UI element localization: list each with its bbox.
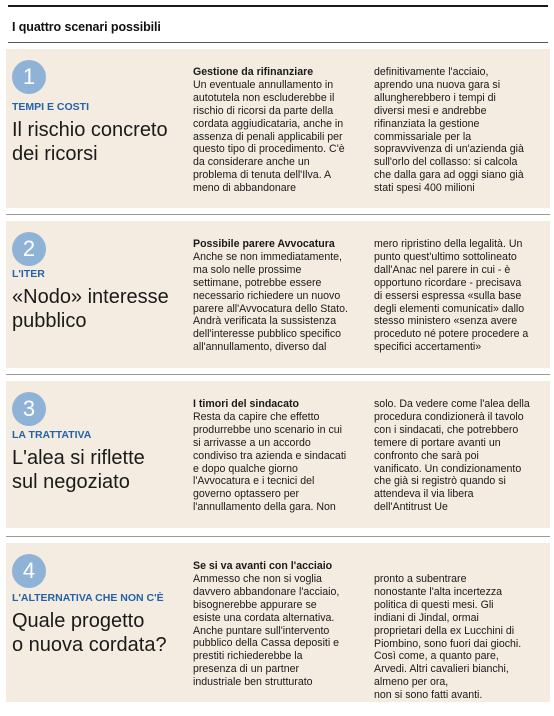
scenario-lead: Se si va avanti con l'acciaio xyxy=(193,560,333,572)
scenario-text-right xyxy=(374,573,550,702)
text-line: proceduto né potere procedere a xyxy=(374,328,529,341)
scenario-lead: I timori del sindacato xyxy=(193,398,299,410)
text-line: l'Avvocatura e i tecnici del xyxy=(193,475,315,488)
text-line: davvero abbandonare l'acciaio, xyxy=(193,585,340,598)
text-line: opportuno ricordare - precisava xyxy=(374,276,522,289)
scenario-title-line: L'alea si riflette xyxy=(12,447,145,469)
scenario-number-badge: 1 xyxy=(12,60,46,94)
text-line: l'annullamento della gara. Non xyxy=(193,501,336,514)
text-line: Un eventuale annullamento in xyxy=(193,78,334,91)
scenario-title-line: pubblico xyxy=(12,310,87,332)
scenario-title-line: o nuova cordata? xyxy=(12,634,167,656)
scenario-text-right xyxy=(374,66,550,195)
text-line: meno di abbandonare xyxy=(193,182,297,195)
text-line: governo optassero per xyxy=(193,488,300,501)
text-line: Arvedi. Altri cavalieri bianchi, xyxy=(374,663,509,676)
scenario-title xyxy=(12,446,182,494)
scenario-title-line: «Nodo» interesse xyxy=(12,286,169,308)
text-line: attendeva il via libera xyxy=(374,488,474,501)
text-line: autotutela non escluderebbe il xyxy=(193,91,335,104)
text-line: rifinanziata la gestione xyxy=(374,117,480,130)
text-line: bisognerebbe appurare se xyxy=(193,598,317,611)
text-line: Anche se non immediatamente, xyxy=(193,250,342,263)
text-line: che dalla gara ad oggi siano già xyxy=(374,169,524,182)
text-line: specifici accertamenti» xyxy=(374,341,482,354)
scenario-lead: Possibile parere Avvocatura xyxy=(193,238,335,250)
scenario-text-left xyxy=(193,238,373,354)
text-line: di essersi espressa «sulla base xyxy=(374,289,522,302)
text-line: solo. Da vedere come l'alea della xyxy=(374,398,530,410)
text-line: dall'Anac nel parere in cui - è xyxy=(374,263,511,276)
page-header xyxy=(0,0,554,46)
text-line: produrrebbe uno scenario in cui xyxy=(193,423,342,436)
text-line: che già si registrò quando si xyxy=(374,475,506,488)
text-line: diversi mesi e andrebbe xyxy=(374,104,487,117)
text-line: si arrivasse a un accordo xyxy=(193,436,311,449)
text-line: aprendo una nuova gara si xyxy=(374,78,501,91)
text-line: sull'orlo del collasso: si calcola xyxy=(374,156,518,169)
text-line: problema di tenuta dell'Ilva. A xyxy=(193,169,332,182)
text-line: settimane, potrebbe essere xyxy=(193,276,322,289)
scenario-title-line: sul negoziato xyxy=(12,471,130,493)
section-divider xyxy=(6,374,550,375)
text-line: prestiti richiederebbe la xyxy=(193,650,303,663)
text-line: sopravvivenza di un'azienda già xyxy=(374,143,524,156)
text-line: Ammesso che non si voglia xyxy=(193,572,322,585)
text-line: esiste una cordata alternativa. xyxy=(193,611,335,624)
scenario-title-line: Il rischio concreto xyxy=(12,119,168,141)
scenario-number-badge: 4 xyxy=(12,554,46,588)
scenario-text-left xyxy=(193,560,373,689)
text-line: procedura condizionerà il tavolo xyxy=(374,410,524,423)
text-line: temere di portare avanti un xyxy=(374,436,501,449)
text-line: punto quest'ultimo sottolineato xyxy=(374,250,517,263)
text-line: dell'interesse pubblico specifico xyxy=(193,328,342,341)
text-line: all'annullamento, diverso dal xyxy=(193,341,327,354)
text-line: e dopo qualche giorno xyxy=(193,462,298,475)
text-line: Resta da capire che effetto xyxy=(193,410,320,423)
text-line: nonostante l'alta incertezza xyxy=(374,585,503,598)
text-line: ma solo nelle prossime xyxy=(193,263,302,276)
scenario-text-right xyxy=(374,238,550,354)
text-line: allungherebbero i tempi di xyxy=(374,91,496,104)
text-line: parere all'Avvocatura dello Stato. xyxy=(193,302,348,315)
scenario-text-left xyxy=(193,66,373,195)
text-line: rischio di ricorsi da parte della xyxy=(193,104,334,117)
text-line: proprietari della ex Lucchini di xyxy=(374,624,515,637)
section-divider xyxy=(6,214,550,215)
text-line: questo tipo di procedimento. C'è xyxy=(193,143,345,156)
scenario-title-line: dei ricorsi xyxy=(12,143,98,165)
text-line: da considerare anche un xyxy=(193,156,310,169)
scenario-text-left xyxy=(193,398,373,514)
text-line: definitivamente l'acciaio, xyxy=(374,66,489,78)
scenario-title-line: Quale progetto xyxy=(12,610,145,632)
page-title: I quattro scenari possibili xyxy=(12,20,161,34)
text-line: vanificato. Un condizionamento xyxy=(374,462,522,475)
scenario-kicker: L'ALTERNATIVA CHE NON C'È xyxy=(12,592,164,604)
text-line: condiviso tra azienda e sindacati xyxy=(193,449,347,462)
text-line: pronto a subentrare xyxy=(374,573,467,585)
scenario-title xyxy=(12,609,182,657)
text-line: Andrà verificata la sussistenza xyxy=(193,315,337,328)
text-line: commissariale per la xyxy=(374,130,472,143)
text-line: degli elementi comunicati» dallo xyxy=(374,302,525,315)
text-line: indiani di Jindal, ormai xyxy=(374,611,479,624)
scenario-kicker: LA TRATTATIVA xyxy=(12,429,92,441)
text-line: almeno per ora, xyxy=(374,676,449,689)
text-line: presenza di un partner xyxy=(193,663,300,676)
scenario-title xyxy=(12,118,182,166)
scenario-kicker: L'ITER xyxy=(12,268,45,280)
scenario-number-badge: 2 xyxy=(12,232,46,266)
scenario-lead: Gestione da rifinanziare xyxy=(193,66,314,78)
scenario-title xyxy=(12,285,182,333)
text-line: politica di questi mesi. Gli xyxy=(374,598,494,611)
scenario-number-badge: 3 xyxy=(12,392,46,426)
text-line: mero ripristino della legalità. Un xyxy=(374,238,523,250)
scenario-text-right xyxy=(374,398,550,514)
scenario-kicker: TEMPI E COSTI xyxy=(12,101,90,113)
text-line: confronto che sarà poi xyxy=(374,449,479,462)
text-line: non si sono fatti avanti. xyxy=(374,689,483,702)
text-line: necessario richiedere un nuovo xyxy=(193,289,341,302)
text-line: cordata aggiudicataria, anche in xyxy=(193,117,344,130)
header-bottom-rule xyxy=(8,42,548,43)
text-line: assenza di penali applicabili per xyxy=(193,130,343,143)
text-line: stati spesi 400 milioni xyxy=(374,182,475,195)
text-line: Anche puntare sull'intervento xyxy=(193,624,330,637)
text-line: con i sindacati, che potrebbero xyxy=(374,423,519,436)
section-divider xyxy=(6,536,550,537)
header-top-rule xyxy=(8,5,548,7)
text-line: Così come, a quanto pare, xyxy=(374,650,499,663)
text-line: stesso ministero «senza avere xyxy=(374,315,518,328)
text-line: pubblico della Cassa depositi e xyxy=(193,637,340,650)
text-line: dell'Antitrust Ue xyxy=(374,501,448,514)
text-line: industriale ben strutturato xyxy=(193,676,313,689)
text-line: Piombino, sono fuori dai giochi. xyxy=(374,637,522,650)
